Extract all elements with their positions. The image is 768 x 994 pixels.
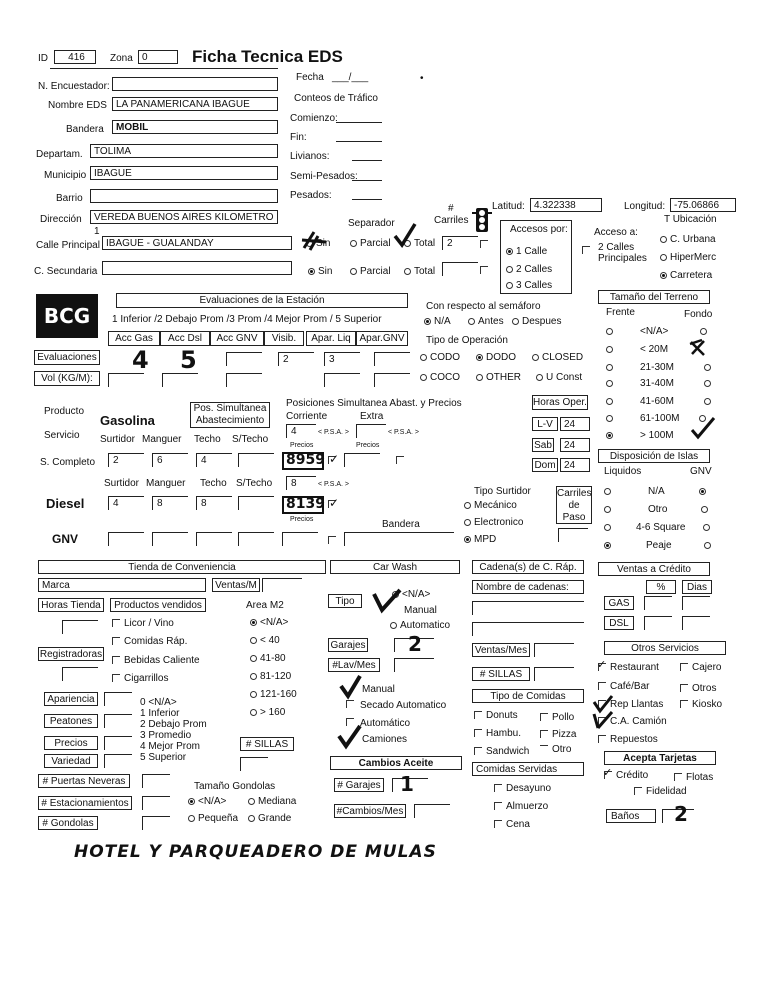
op-other[interactable]: OTHER	[476, 372, 521, 383]
precios-tienda-field[interactable]	[104, 736, 132, 750]
checkmark-icon	[338, 674, 364, 698]
diesel-manguer-field[interactable]: 8	[152, 496, 188, 510]
stray-dot: •	[420, 73, 424, 84]
car-wash-title: Car Wash	[330, 560, 460, 574]
sillas-cadenas-field[interactable]	[534, 667, 574, 681]
carriles-paso-label: Carriles de Paso	[557, 488, 592, 523]
s-completo-label: S. Completo	[40, 457, 96, 468]
dsl-dias-field[interactable]	[682, 616, 710, 630]
pos-simultanea-label: Pos. Simultanea Abastecimiento	[190, 402, 270, 428]
col-acc-dsl: Acc Dsl	[160, 331, 210, 346]
islas-opt-otro[interactable]: Otro	[604, 504, 711, 515]
bandera-label: Bandera	[66, 124, 104, 135]
horas-oper-title: Horas Oper.	[533, 397, 587, 408]
gnv-label: GNV	[52, 532, 79, 546]
garajes-label: Garajes	[328, 638, 368, 652]
psa-label-extra: < P.S.A. >	[388, 429, 420, 436]
precios-label-extra: Precios	[356, 442, 380, 449]
islas-gnv-label: GNV	[690, 466, 712, 477]
gnv-manguer-field[interactable]	[152, 532, 188, 546]
diesel-stecho-label: S/Techo	[236, 478, 273, 489]
serv-rep-llantas[interactable]: Rep Llantas	[598, 699, 663, 710]
producto-label: Producto	[44, 406, 85, 417]
tamano-gondolas-label: Tamaño Gondolas	[194, 781, 276, 792]
ventas-m-label: Ventas/M	[212, 578, 260, 592]
livianos-label: Livianos:	[290, 151, 330, 162]
area-opt-over160[interactable]: > 160	[250, 707, 285, 718]
manguer-label: Manguer	[142, 434, 182, 445]
terreno-opt-30[interactable]: 21-30M	[606, 362, 714, 373]
hand-mark-icon	[300, 226, 330, 254]
accesos-por-label: Accesos por:	[510, 224, 568, 235]
surtidor-mpd[interactable]: MPD	[464, 534, 496, 545]
lav-mes-field[interactable]	[394, 658, 434, 672]
area-opt-160[interactable]: 121-160	[250, 689, 297, 700]
area-opt-120[interactable]: 81-120	[250, 671, 291, 682]
diesel-psa-field[interactable]: 8	[286, 476, 316, 490]
marca-field[interactable]: Marca	[38, 578, 206, 592]
islas-title: Disposición de Islas	[598, 449, 710, 463]
col-visib: Visib.	[264, 331, 304, 346]
diesel-surtidor-field[interactable]: 4	[108, 496, 144, 510]
id-label: ID	[38, 53, 48, 64]
diesel-surtidor-label: Surtidor	[104, 478, 140, 489]
tipo-surtidor-title: Tipo Surtidor	[474, 486, 531, 497]
tienda-scale: 0 <N/A> 1 Inferior 2 Debajo Prom 3 Promedio 4 Mejor Prom 5 Superior	[140, 697, 207, 763]
evaluaciones-scale: 1 Inferior /2 Debajo Prom /3 Prom /4 Mejor Prom / 5 Superior	[112, 314, 382, 325]
credito-check-icon: ✓	[603, 767, 613, 779]
gasolina-label: Gasolina	[100, 413, 155, 428]
gas-surtidor-field[interactable]: 2	[108, 453, 144, 467]
fin-label: Fin:	[290, 132, 307, 143]
bandera-field[interactable]: MOBIL	[112, 120, 278, 134]
banos-label: Baños	[606, 809, 656, 823]
cambios-mes-field[interactable]	[414, 804, 450, 818]
servicio-label: Servicio	[44, 430, 80, 441]
diesel-check-icon: ✓	[329, 496, 340, 510]
ventas-m-field[interactable]	[262, 578, 302, 592]
gnv-surtidor-field[interactable]	[108, 532, 144, 546]
area-opt-na[interactable]: <N/A>	[250, 617, 288, 628]
registradoras-field[interactable]	[62, 667, 98, 681]
secundaria-checkbox[interactable]	[480, 266, 488, 274]
tipo-comidas-label: Tipo de Comidas	[472, 689, 584, 703]
departamento-field[interactable]: TOLIMA	[90, 144, 278, 158]
eval-acc-gnv-value[interactable]	[226, 352, 262, 366]
carriles-field[interactable]: 2	[442, 236, 478, 250]
gas-stecho-field[interactable]	[238, 453, 274, 467]
comida-pizza[interactable]: Pizza	[540, 729, 576, 740]
separador-hash: #	[448, 203, 454, 214]
registradoras-label: Registradoras	[39, 649, 103, 660]
tipo-operacion-label: Tipo de Operación	[426, 335, 508, 346]
peatones-field[interactable]	[104, 714, 132, 728]
semaforo-title: Con respecto al semáforo	[426, 301, 541, 312]
extra-checkbox[interactable]	[396, 456, 404, 464]
bcg-logo: BCG	[36, 294, 98, 338]
handwritten-note: HOTEL Y PARQUEADERO DE MULAS	[74, 842, 437, 862]
comida-donuts[interactable]: Donuts	[474, 710, 518, 721]
gondola-opt-mediana[interactable]: Mediana	[248, 796, 296, 807]
cambios-aceite-title: Cambios Aceite	[330, 756, 462, 770]
extra-precio-field[interactable]	[344, 453, 380, 467]
productos-vendidos-label: Productos vendidos	[110, 598, 206, 612]
direccion-label: Dirección	[40, 214, 82, 225]
area-opt-40[interactable]: < 40	[250, 635, 280, 646]
nombre-cadenas-field-2[interactable]	[472, 622, 584, 636]
ubicacion-urbana[interactable]: C. Urbana	[660, 234, 716, 245]
longitud-field[interactable]: -75.06866	[670, 198, 736, 212]
carwash-camiones[interactable]: Camiones	[362, 734, 408, 745]
techo-label: Techo	[194, 434, 221, 445]
op-codo[interactable]: CODO	[420, 352, 460, 363]
area-opt-80[interactable]: 41-80	[250, 653, 286, 664]
islas-liquidos-label: Liquidos	[604, 466, 642, 477]
psa-label: < P.S.A. >	[318, 429, 350, 436]
islas-opt-square[interactable]: 4-6 Square	[604, 522, 713, 533]
precios-label: Precios	[290, 442, 314, 449]
secundaria-sin-option[interactable]: Sin	[308, 266, 332, 277]
ubicacion-carretera[interactable]: Carretera	[660, 270, 712, 281]
tienda-title: Tienda de Conveniencia	[38, 560, 326, 574]
encuestador-label: N. Encuestador:	[38, 81, 110, 92]
serv-otros[interactable]: Otros	[680, 683, 716, 694]
dom-field[interactable]: 24	[560, 458, 590, 472]
separador-parcial-option[interactable]: Parcial	[350, 238, 391, 249]
traffic-light-icon	[472, 207, 492, 233]
servida-almuerzo[interactable]: Almuerzo	[494, 801, 548, 812]
estacionamientos-field[interactable]	[142, 796, 170, 810]
vol-field-5[interactable]	[374, 373, 410, 387]
acepta-tarjetas-title: Acepta Tarjetas	[604, 751, 716, 765]
ventas-mes-field[interactable]	[534, 643, 574, 657]
col-apar-gnv: Apar.GNV	[356, 331, 408, 346]
nombre-eds-label: Nombre EDS	[48, 100, 107, 111]
ventas-mes-label: Ventas/Mes	[472, 643, 530, 657]
checkmark-icon	[592, 710, 614, 730]
extra-label: Extra	[360, 411, 384, 422]
prod-bebidas[interactable]: Bebidas Caliente	[112, 655, 200, 666]
gas-manguer-field[interactable]: 6	[152, 453, 188, 467]
latitud-field[interactable]: 4.322338	[530, 198, 602, 212]
prod-licor[interactable]: Licor / Vino	[112, 618, 174, 629]
dsl-pct-field[interactable]	[644, 616, 672, 630]
fecha-label: Fecha	[296, 72, 324, 83]
acceso-a-label: Acceso a:	[594, 227, 638, 238]
evaluaciones-title: Evaluaciones de la Estación	[116, 293, 408, 308]
zona-field[interactable]: 0	[138, 50, 178, 64]
otros-servicios-title: Otros Servicios	[604, 641, 726, 655]
apariencia-field[interactable]	[104, 692, 132, 706]
secundaria-parcial-option[interactable]: Parcial	[350, 266, 391, 277]
comida-hambu[interactable]: Hambu.	[474, 728, 521, 739]
vol-kg-label: Vol (KG/M):	[34, 371, 100, 386]
carwash-automatico2[interactable]: Automático	[360, 718, 411, 729]
tarjeta-flotas[interactable]: Flotas	[674, 772, 713, 783]
eval-apar-gnv-value[interactable]	[374, 352, 410, 366]
gondolas-label: # Gondolas	[38, 816, 98, 830]
ubicacion-title: T Ubicación	[664, 214, 717, 225]
serv-ca-camion[interactable]: C.A. Camión	[598, 716, 667, 727]
secundaria-carriles-field[interactable]	[442, 262, 478, 276]
gondola-opt-grande[interactable]: Grande	[248, 813, 291, 824]
corriente-label: Corriente	[286, 411, 328, 422]
comidas-servidas-label: Comidas Servidas	[472, 762, 584, 776]
corriente-psa-field[interactable]: 4	[286, 424, 316, 438]
ventas-credito-title: Ventas a Crédito	[598, 562, 710, 576]
comida-pollo[interactable]: Pollo	[540, 712, 574, 723]
serv-cafe[interactable]: Café/Bar	[598, 681, 649, 692]
eval-acc-dsl-value[interactable]: 5	[180, 346, 197, 374]
checkmark-icon	[336, 724, 364, 748]
horas-tienda-field[interactable]	[62, 620, 98, 634]
terreno-opt-20[interactable]: < 20M	[606, 344, 668, 355]
col-apar-liq: Apar. Liq	[306, 331, 356, 346]
cambios-mes-label: #Cambios/Mes	[334, 804, 406, 818]
calle-principal-label: Calle Principal	[36, 240, 100, 251]
sillas-tienda-label: # SILLAS	[240, 737, 294, 751]
page-title: Ficha Tecnica EDS	[192, 47, 343, 66]
diesel-manguer-label: Manguer	[146, 478, 186, 489]
op-uconst[interactable]: U Const	[536, 372, 582, 383]
fecha-value[interactable]: ___/___	[332, 72, 369, 83]
carriles-checkbox[interactable]	[480, 240, 488, 248]
tarjeta-fidelidad[interactable]: Fidelidad	[634, 786, 687, 797]
gas-label: GAS	[604, 596, 634, 610]
terreno-opt-100[interactable]: 61-100M	[606, 413, 709, 424]
checkmark-icon	[690, 416, 716, 440]
direccion-field[interactable]: VEREDA BUENOS AIRES KILOMETRO 1	[90, 210, 278, 224]
gnv-checkbox[interactable]	[328, 536, 336, 544]
diesel-precio-value[interactable]: 8139	[286, 496, 325, 512]
cambios-garajes-value[interactable]: 1	[400, 772, 414, 796]
evaluaciones-row-label: Evaluaciones	[34, 350, 100, 365]
islas-opt-na[interactable]: N/A	[604, 486, 709, 497]
calle-secundaria-label: C. Secundaria	[34, 266, 98, 277]
neveras-field[interactable]	[142, 774, 170, 788]
dsl-label: DSL	[604, 616, 634, 630]
semi-pesados-label: Semi-Pesados:	[290, 171, 358, 182]
municipio-label: Municipio	[44, 170, 87, 181]
precios-tienda-label: Precios	[44, 736, 98, 750]
gondola-opt-pequena[interactable]: Pequeña	[188, 813, 238, 824]
sab-label: Sab	[532, 438, 554, 452]
terreno-fondo-label: Fondo	[684, 309, 713, 320]
prod-comidas[interactable]: Comidas Ráp.	[112, 636, 187, 647]
diesel-psa-label: < P.S.A. >	[318, 481, 350, 488]
op-coco[interactable]: COCO	[420, 372, 460, 383]
diesel-techo-field[interactable]: 8	[196, 496, 232, 510]
surtidor-electronico[interactable]: Electronico	[464, 517, 523, 528]
carwash-opt-na[interactable]: <N/A>	[392, 589, 430, 600]
gas-dias-field[interactable]	[682, 596, 710, 610]
semaforo-despues[interactable]: Despues	[512, 316, 561, 327]
comida-otro[interactable]: Otro	[540, 744, 571, 755]
servida-cena[interactable]: Cena	[494, 819, 530, 830]
gnv-stecho-field[interactable]	[238, 532, 274, 546]
gas-pct-field[interactable]	[644, 596, 672, 610]
carriles-label: Carriles	[434, 215, 469, 226]
lv-label: L-V	[532, 417, 558, 431]
sillas-tienda-field[interactable]	[240, 757, 268, 771]
carwash-opt-automatico[interactable]: Automatico	[390, 620, 450, 631]
nombre-cadenas-label: Nombre de cadenas:	[472, 580, 584, 594]
eval-apar-liq-value[interactable]: 3	[324, 352, 360, 366]
estacionamientos-label: # Estacionamientos	[38, 796, 132, 810]
servida-desayuno[interactable]: Desayuno	[494, 783, 551, 794]
calles-principales-label: 2 Calles Principales	[598, 242, 647, 264]
area-m2-label: Area M2	[246, 600, 284, 611]
gondola-opt-na[interactable]: <N/A>	[188, 796, 226, 807]
variedad-label: Variedad	[44, 754, 98, 768]
separador-sin-option[interactable]: Sin	[306, 238, 330, 249]
stecho-label: S/Techo	[232, 434, 269, 445]
serv-repuestos[interactable]: Repuestos	[598, 734, 658, 745]
serv-restaurant[interactable]: Restaurant	[598, 662, 659, 673]
conteos-title: Conteos de Tráfico	[294, 93, 378, 104]
ubicacion-hipermerc[interactable]: HiperMerc	[660, 252, 716, 263]
separador-title: Separador	[348, 218, 395, 229]
diesel-precios-label: Precios	[290, 516, 314, 523]
cadenas-title: Cadena(s) de C. Ráp.	[472, 560, 584, 574]
semaforo-na[interactable]: N/A	[424, 316, 451, 327]
municipio-field[interactable]: IBAGUE	[90, 166, 278, 180]
secado-checkbox[interactable]	[346, 700, 354, 708]
neveras-label: # Puertas Neveras	[38, 774, 130, 788]
terreno-opt-over100[interactable]: > 100M	[606, 430, 674, 441]
acceso-a-checkbox[interactable]	[582, 246, 590, 254]
pesados-label: Pesados:	[290, 190, 332, 201]
serv-cajero[interactable]: Cajero	[680, 662, 721, 673]
serv-kiosko[interactable]: Kiosko	[680, 699, 722, 710]
accesos-1-calle[interactable]: 1 Calle	[506, 246, 547, 257]
posiciones-title: Posiciones Simultanea Abast. y Precios	[286, 398, 462, 409]
banos-value[interactable]: 2	[674, 802, 688, 826]
zona-label: Zona	[110, 53, 133, 64]
tipo-label: Tipo	[328, 594, 362, 608]
tarjeta-credito[interactable]: Crédito	[604, 770, 648, 781]
corriente-check-icon: ✓	[329, 452, 340, 466]
gas-techo-field[interactable]: 4	[196, 453, 232, 467]
barrio-field[interactable]	[90, 189, 278, 203]
accesos-3-calles[interactable]: 3 Calles	[506, 280, 552, 291]
terreno-opt-na[interactable]: <N/A>	[606, 326, 710, 337]
terreno-title: Tamaño del Terreno	[598, 290, 710, 304]
comienzo-label: Comienzo:	[290, 113, 338, 124]
op-dodo[interactable]: DODO	[476, 352, 516, 363]
dom-label: Dom	[532, 458, 558, 472]
checkmark-icon	[370, 588, 404, 614]
pct-label: %	[646, 580, 676, 594]
lav-mes-label: #Lav/Mes	[328, 658, 380, 672]
surtidor-mecanico[interactable]: Mecánico	[464, 500, 517, 511]
semaforo-antes[interactable]: Antes	[468, 316, 504, 327]
carwash-secado[interactable]: Secado Automatico	[360, 700, 447, 711]
garajes-value[interactable]: 2	[408, 632, 422, 656]
secundaria-total-option[interactable]: Total	[404, 266, 435, 277]
extra-psa-field[interactable]	[356, 424, 386, 438]
diesel-techo-label: Techo	[200, 478, 227, 489]
carwash-manual[interactable]: Manual	[404, 605, 437, 616]
restaurant-check-icon: ✓	[597, 659, 607, 671]
terreno-opt-40[interactable]: 31-40M	[606, 378, 714, 389]
diesel-stecho-field[interactable]	[238, 496, 274, 510]
gnv-precio-field[interactable]	[282, 532, 318, 546]
col-acc-gnv: Acc GNV	[210, 331, 264, 346]
nombre-cadenas-field-1[interactable]	[472, 601, 584, 615]
id-field[interactable]: 416	[54, 50, 96, 64]
lv-field[interactable]: 24	[560, 417, 590, 431]
cambios-garajes-label: # Garajes	[334, 778, 384, 792]
carriles-paso-field[interactable]	[558, 528, 588, 542]
eval-acc-gas-value[interactable]: 4	[132, 346, 149, 374]
calle-secundaria-field[interactable]	[102, 261, 292, 275]
terreno-opt-60[interactable]: 41-60M	[606, 396, 714, 407]
op-closed[interactable]: CLOSED	[532, 352, 583, 363]
surtidor-label: Surtidor	[100, 434, 136, 445]
checkmark-icon	[393, 222, 417, 248]
encuestador-field[interactable]	[112, 77, 278, 91]
separador-total-option[interactable]: Total	[404, 238, 435, 249]
barrio-label: Barrio	[56, 193, 83, 204]
variedad-field[interactable]	[104, 754, 132, 768]
x-mark-icon	[688, 338, 708, 358]
accesos-2-calles[interactable]: 2 Calles	[506, 264, 552, 275]
peatones-label: Peatones	[44, 714, 98, 728]
horas-tienda-label: Horas Tienda	[38, 598, 104, 612]
diesel-label: Diesel	[46, 496, 85, 511]
prod-cigarrillos[interactable]: Cigarrillos	[112, 673, 168, 684]
eval-visib-value[interactable]: 2	[278, 352, 314, 366]
gnv-techo-field[interactable]	[196, 532, 232, 546]
comida-sandwich[interactable]: Sandwich	[474, 746, 529, 757]
corriente-precio-value[interactable]: 8959	[286, 452, 325, 468]
apariencia-label: Apariencia	[44, 692, 98, 706]
sillas-cadenas-label: # SILLAS	[472, 667, 530, 681]
dias-label: Dias	[682, 580, 712, 594]
gnv-bandera-field[interactable]	[344, 532, 454, 546]
vol-field-1[interactable]	[108, 373, 144, 387]
islas-opt-peaje[interactable]: Peaje	[604, 540, 714, 551]
carwash-manual2[interactable]: Manual	[362, 684, 395, 695]
vol-field-2[interactable]	[162, 373, 198, 387]
longitud-label: Longitud:	[624, 201, 666, 212]
terreno-frente-label: Frente	[606, 307, 635, 318]
calle-principal-field[interactable]: IBAGUE - GUALANDAY	[102, 236, 292, 250]
vol-field-3[interactable]	[226, 373, 262, 387]
nombre-eds-field[interactable]: LA PANAMERICANA IBAGUE	[112, 97, 278, 111]
sab-field[interactable]: 24	[560, 438, 590, 452]
latitud-label: Latitud:	[492, 201, 525, 212]
vol-field-4[interactable]	[324, 373, 360, 387]
col-acc-gas: Acc Gas	[108, 331, 160, 346]
departamento-label: Departam.	[36, 149, 83, 160]
gondolas-field[interactable]	[142, 816, 170, 830]
bandera-col-label: Bandera	[382, 519, 420, 530]
